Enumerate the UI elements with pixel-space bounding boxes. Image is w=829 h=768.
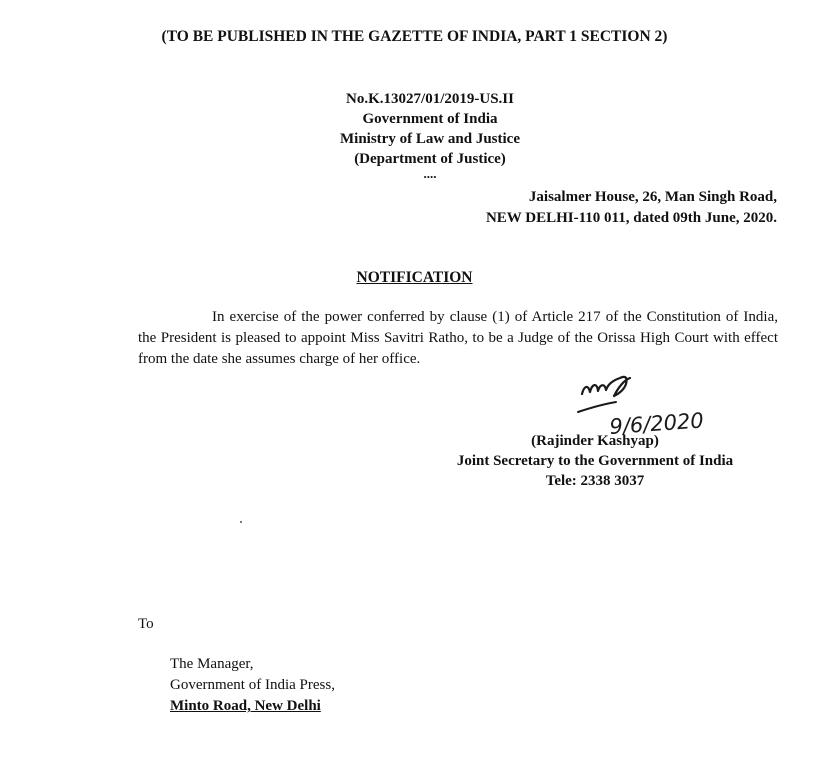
speck-mark [240, 521, 242, 523]
to-label: To [138, 616, 154, 632]
reference-number: No.K.13027/01/2019-US.II [346, 91, 514, 107]
signatory-name: (Rajinder Kashyap) [531, 433, 659, 449]
recipient-title: The Manager, [170, 656, 254, 672]
signatory-phone: Tele: 2338 3037 [545, 473, 645, 489]
separator-dots: .... [423, 166, 437, 181]
government-name: Government of India [362, 111, 498, 127]
recipient-organization: Government of India Press, [170, 677, 335, 693]
notification-title: NOTIFICATION [356, 269, 473, 286]
department-name: (Department of Justice) [354, 151, 506, 167]
handwritten-date: 9/6/2020 [608, 408, 705, 439]
place-and-date: NEW DELHI-110 011, dated 09th June, 2020. [485, 210, 777, 226]
signatory-designation: Joint Secretary to the Government of India [456, 453, 734, 469]
ministry-name: Ministry of Law and Justice [340, 131, 520, 147]
publication-note: (TO BE PUBLISHED IN THE GAZETTE OF INDIA, PART 1 SECTION 2) [161, 28, 668, 45]
notification-body: In exercise of the power conferred by clause (1) of Article 217 of the Constitution of India, the President is pleased to appoint Miss Savitri Ratho, to be a Judge of the Orissa High Court with effect from the date she assumes charge of her office. [138, 309, 778, 367]
recipient-address: Minto Road, New Delhi [170, 698, 321, 714]
office-address: Jaisalmer House, 26, Man Singh Road, [528, 189, 777, 205]
